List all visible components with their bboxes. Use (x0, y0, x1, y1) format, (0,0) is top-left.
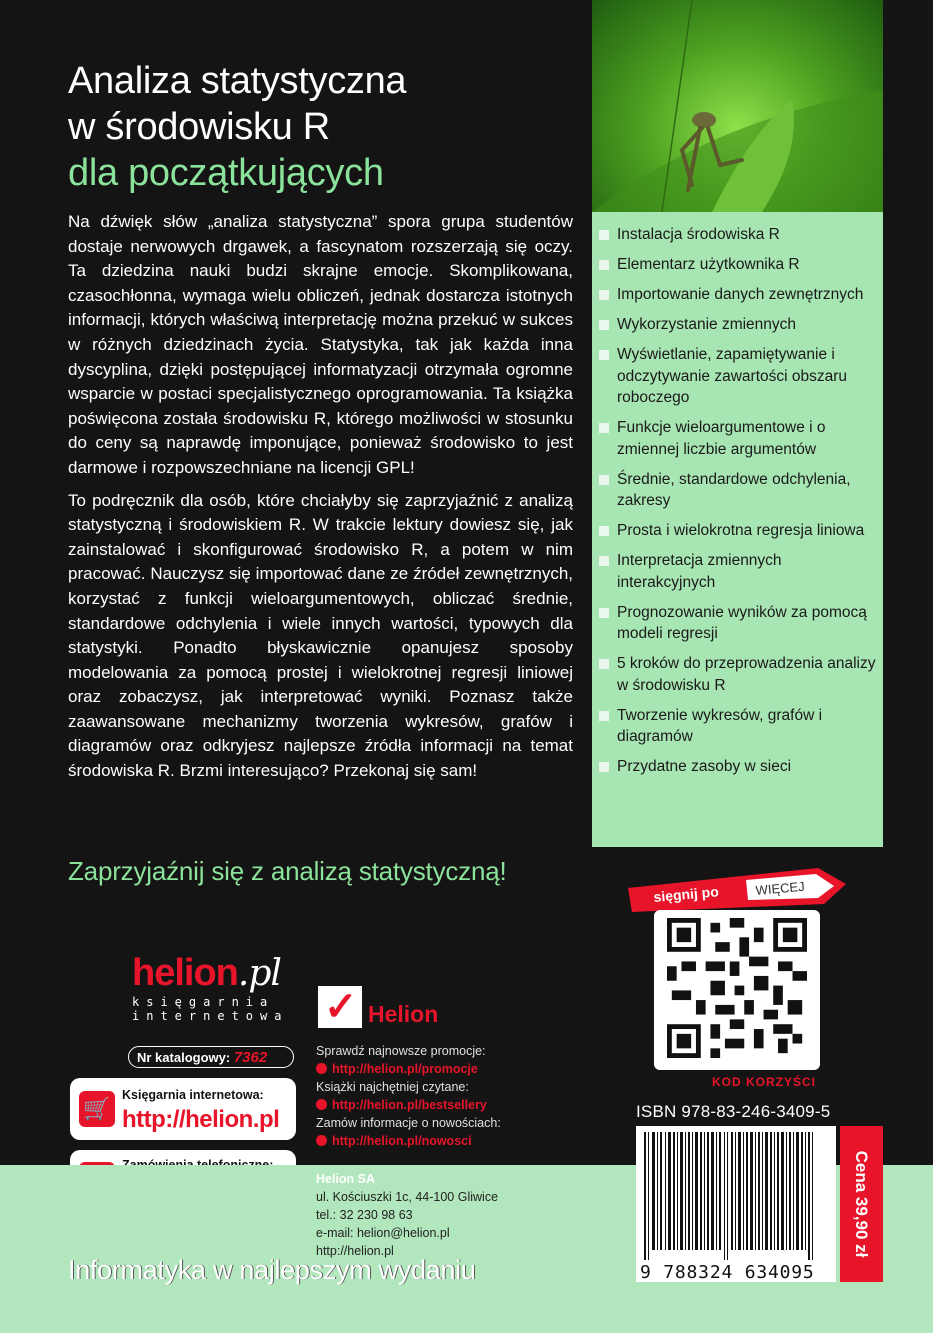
helion-pl-logo (132, 952, 288, 1023)
bullet-icon (599, 475, 609, 485)
bullet-icon (599, 350, 609, 360)
helion-pl-suffix: .pl (237, 953, 281, 994)
feature-item: Wykorzystanie zmiennych (592, 314, 883, 336)
description-paragraph-2: To podręcznik dla osób, które chciałyby się zaprzyjaźnić z analizą statystyczną i środowiskiem R. W trakcie lektury dowiesz się, jak zainstalować i skonfigurować środowisko R, a potem w nim pracować. Nauczysz się importować dane ze źródeł zewnętrznych, korzystać z funkcji wieloargumentowych, obliczać średnie, standardowe odchylenia i wiele innych wartości, typowych dla statystyki. Ponadto błyskawicznie opanujesz sposoby modelowania za pomocą prostej i wielokrotnej regresji liniowej oraz zobaczysz, jak interpretować wyniki. Poznasz także zaawansowane mechanizmy tworzenia wykresów, grafów i diagramów oraz odkryjesz najlepsze źródła informacji na temat środowiska R. Brzmi interesująco? Przekonaj się sam! (68, 490, 573, 781)
price-tag (840, 1126, 883, 1282)
helion-pl-brand: helion (132, 952, 238, 994)
title-line-1: Analiza statystyczna (68, 60, 407, 102)
feature-item: Przydatne zasoby w sieci (592, 756, 883, 778)
feature-item: Tworzenie wykresów, grafów i diagramów (592, 705, 883, 748)
bullet-icon (599, 556, 609, 566)
helion-logo (318, 986, 438, 1028)
shop-card[interactable] (70, 1078, 296, 1140)
cart-icon: 🛒 (79, 1091, 115, 1127)
arrow-icon (316, 1063, 327, 1074)
bullet-icon (599, 762, 609, 772)
feature-item: Instalacja środowiska R (592, 224, 883, 246)
feature-item: Średnie, standardowe odchylenia, zakresy (592, 469, 883, 512)
barcode (636, 1126, 836, 1282)
helion-pl-sub-2: internetowa (132, 1009, 289, 1023)
bullet-icon (599, 526, 609, 536)
title-subtitle: dla początkujących (68, 152, 384, 194)
shop-label: Księgarnia internetowa: (122, 1088, 264, 1102)
bullet-icon (599, 608, 609, 618)
catalog-label: Nr katalogowy: (137, 1050, 231, 1065)
qr-banner-left-text: sięgnij po (652, 883, 720, 905)
arrow-icon (316, 1099, 327, 1110)
feature-item: 5 kroków do przeprowadzenia analizy w środowisku R (592, 653, 883, 696)
qr-banner-right-text: WIĘCEJ (754, 878, 806, 898)
qr-banner (628, 866, 858, 914)
bullet-icon (599, 711, 609, 721)
helion-check-icon: ✓ (318, 986, 362, 1028)
feature-item: Elementarz użytkownika R (592, 254, 883, 276)
bullet-icon (599, 260, 609, 270)
tagline: Zaprzyjaźnij się z analizą statystyczną! (68, 856, 507, 886)
shop-url[interactable]: http://helion.pl (122, 1106, 280, 1133)
feature-item: Interpretacja zmiennych interakcyjnych (592, 550, 883, 593)
feature-item: Prognozowanie wyników za pomocą modeli regresji (592, 602, 883, 645)
features-panel (592, 212, 883, 847)
bestseller-link[interactable]: http://helion.pl/bestsellery (316, 1096, 501, 1114)
barcode-bars (636, 1126, 836, 1262)
helion-pl-sub-1: księgarnia (132, 995, 275, 1009)
bullet-icon (599, 320, 609, 330)
catalog-number (128, 1046, 294, 1068)
arrow-icon (316, 1135, 327, 1146)
publisher-phone: tel.: 32 230 98 63 (316, 1208, 413, 1222)
qr-code[interactable] (667, 918, 807, 1058)
publisher-address (316, 1170, 498, 1260)
features-list (592, 212, 883, 778)
qr-caption: KOD KORZYŚCI (712, 1075, 817, 1089)
promo-link[interactable]: http://helion.pl/promocje (316, 1060, 501, 1078)
feature-item: Funkcje wieloargumentowe i o zmiennej liczbie argumentów (592, 417, 883, 460)
publisher-street: ul. Kościuszki 1c, 44-100 Gliwice (316, 1190, 499, 1204)
bestseller-label: Książki najchętniej czytane: (316, 1080, 469, 1094)
helion-logo-text: Helion (368, 1001, 439, 1027)
barcode-digits: 9 788324 634095 (640, 1262, 815, 1283)
helion-links (316, 1042, 501, 1150)
price: Cena 39,90 zł (852, 1150, 871, 1258)
feature-item: Prosta i wielokrotna regresja liniowa (592, 520, 883, 542)
bullet-icon (599, 230, 609, 240)
feature-item: Wyświetlanie, zapamiętywanie i odczytywanie zawartości obszaru roboczego (592, 344, 883, 409)
slogan: Informatyka w najlepszym wydaniu (68, 1255, 476, 1285)
news-label: Zamów informacje o nowościach: (316, 1116, 501, 1130)
catalog-value: 7362 (233, 1049, 268, 1066)
description (68, 210, 573, 792)
news-link[interactable]: http://helion.pl/nowosci (316, 1132, 501, 1150)
promo-label: Sprawdź najnowsze promocje: (316, 1044, 486, 1058)
publisher-email: e-mail: helion@helion.pl (316, 1226, 450, 1240)
publisher-website: http://helion.pl (316, 1244, 394, 1258)
book-title (68, 58, 406, 196)
bullet-icon (599, 659, 609, 669)
title-line-2: w środowisku R (68, 106, 330, 148)
publisher-name: Helion SA (316, 1172, 376, 1186)
description-paragraph-1: Na dźwięk słów „analiza statystyczna” spora grupa studentów dostaje nerwowych drgawek, a fascynatom rozszerzają się oczy. Ta dziedzina nauki budzi skrajne emocje. Skomplikowana, czasochłonna, wymaga wielu obliczeń, jednak dostarcza istotnych informacji, których właściwą interpretację można przekuć w sukces w różnych dziedzinach życia. Statystyka, tak jak każda inna dyscyplina, dzięki postępującej informatyzacji otrzymała ogromne wsparcie w postaci specjalistycznego oprogramowania. Ta książka poświęcona została środowisku R, którego możliwości w stosunku do ceny są naprawdę imponujące, ponieważ środowisko to jest darmowe i rozpowszechniane na licencji GPL! (68, 212, 573, 477)
feature-item: Importowanie danych zewnętrznych (592, 284, 883, 306)
cover-photo (592, 0, 883, 212)
isbn: ISBN 978-83-246-3409-5 (636, 1102, 831, 1121)
mantis-illustration (592, 0, 883, 212)
bullet-icon (599, 290, 609, 300)
bullet-icon (599, 423, 609, 433)
